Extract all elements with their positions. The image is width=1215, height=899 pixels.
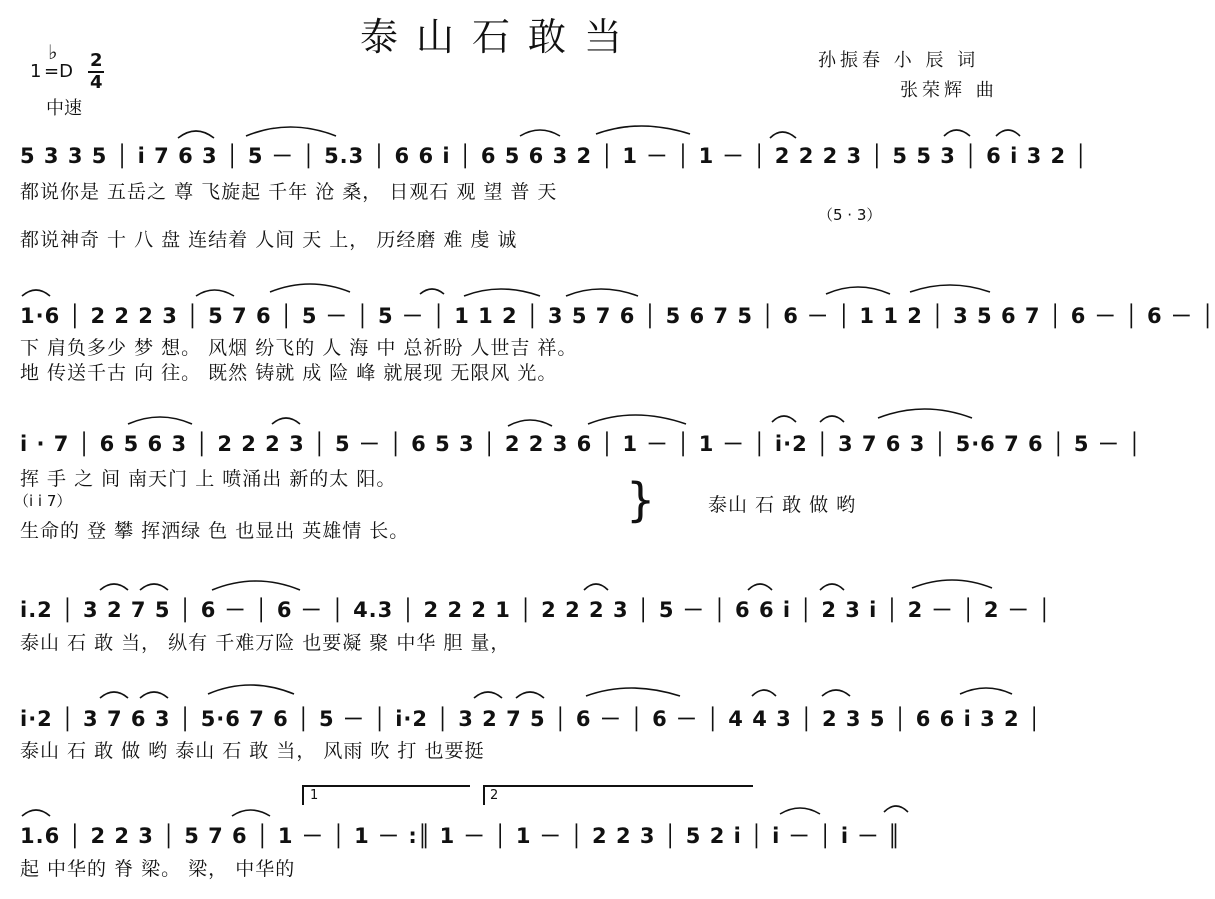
verse-brace: } (626, 473, 656, 527)
lyric-row-1-verse-2: 都说神奇 十 八 盘 连结着 人间 天 上， 历经磨 难 虔 诚 (20, 229, 518, 251)
volta-2-label: 2 (490, 788, 499, 803)
notation-row-6: 1.6 │ 2 2 3 │ 5 7 6 │ 1 － │ 1 － :║ 1 － │ 1 － │ 2 2 3 │ 5 2 i │ i － │ i － ║ (20, 824, 902, 848)
lyric-row-2-verse-2: 地 传送千古 向 往。 既然 铸就 成 险 峰 就展现 无限风 光。 (20, 362, 558, 384)
annotation-row-3: （i i 7） (14, 492, 72, 510)
composer-credit: 张荣辉 曲 (900, 80, 998, 101)
key-prefix: 1 (30, 61, 42, 82)
notation-row-4: i.2 │ 3 2 7 5 │ 6 － │ 6 － │ 4.3 │ 2 2 2 1 │ 2 2 2 3 │ 5 － │ 6 6 i │ 2 3 i │ 2 － │ 2 － │ (20, 598, 1052, 622)
lyric-row-3-verse-1: 挥 手 之 间 南天门 上 喷涌出 新的太 阳。 (20, 468, 397, 490)
page-title: 泰山石敢当 (359, 15, 640, 59)
lyric-row-2-verse-1: 下 肩负多少 梦 想。 风烟 纷飞的 人 海 中 总祈盼 人世吉 祥。 (20, 337, 578, 359)
time-signature-bottom: 4 (90, 72, 103, 93)
lyricist-credit: 孙振春 小 辰 词 (818, 50, 980, 71)
key-equals-d: =D (44, 61, 73, 82)
lyric-row-4: 泰山 石 敢 当， 纵有 千难万险 也要凝 聚 中华 胆 量， (20, 632, 511, 654)
notation-row-5: i·2 │ 3 7 6 3 │ 5·6 7 6 │ 5 － │ i·2 │ 3 2 7 5 │ 6 － │ 6 － │ 4 4 3 │ 2 3 5 │ 6 6 i 3 2 │ (20, 707, 1042, 731)
flat-sign: ♭ (48, 40, 58, 64)
annotation-row-1: （5 · 3） (818, 206, 882, 224)
lyric-row-3-verse-2: 生命的 登 攀 挥洒绿 色 也显出 英雄情 长。 (20, 520, 410, 542)
volta-1-label: 1 (310, 788, 319, 803)
lyric-row-1-verse-1: 都说你是 五岳之 尊 飞旋起 千年 沧 桑， 日观石 观 望 普 天 (20, 181, 558, 203)
side-text-row-3: 泰山 石 敢 做 哟 (708, 494, 857, 516)
lyric-row-6: 起 中华的 脊 梁。 梁， 中华的 (20, 858, 296, 880)
lyric-row-5: 泰山 石 敢 做 哟 泰山 石 敢 当， 风雨 吹 打 也要挺 (20, 740, 485, 762)
notation-row-3: i · 7 │ 6 5 6 3 │ 2 2 2 3 │ 5 － │ 6 5 3 │ 2 2 3 6 │ 1 － │ 1 － │ i·2 │ 3 7 6 3 │ 5·6 7 6 │ 5 － │ (20, 432, 1142, 456)
time-signature-top: 2 (90, 50, 103, 71)
tempo-marking: 中速 (46, 98, 82, 119)
notation-row-1: 5 3 3 5 │ i 7 6 3 │ 5 － │ 5.3 │ 6 6 i │ 6 5 6 3 2 │ 1 － │ 1 － │ 2 2 2 3 │ 5 5 3 │ 6 i 3 2 │ (20, 144, 1089, 168)
notation-row-2: 1·6 │ 2 2 2 3 │ 5 7 6 │ 5 － │ 5 － │ 1 1 2 │ 3 5 7 6 │ 5 6 7 5 │ 6 － │ 1 1 2 │ 3 5 6 7 │ 6 － │ 6 － │ (20, 304, 1215, 328)
